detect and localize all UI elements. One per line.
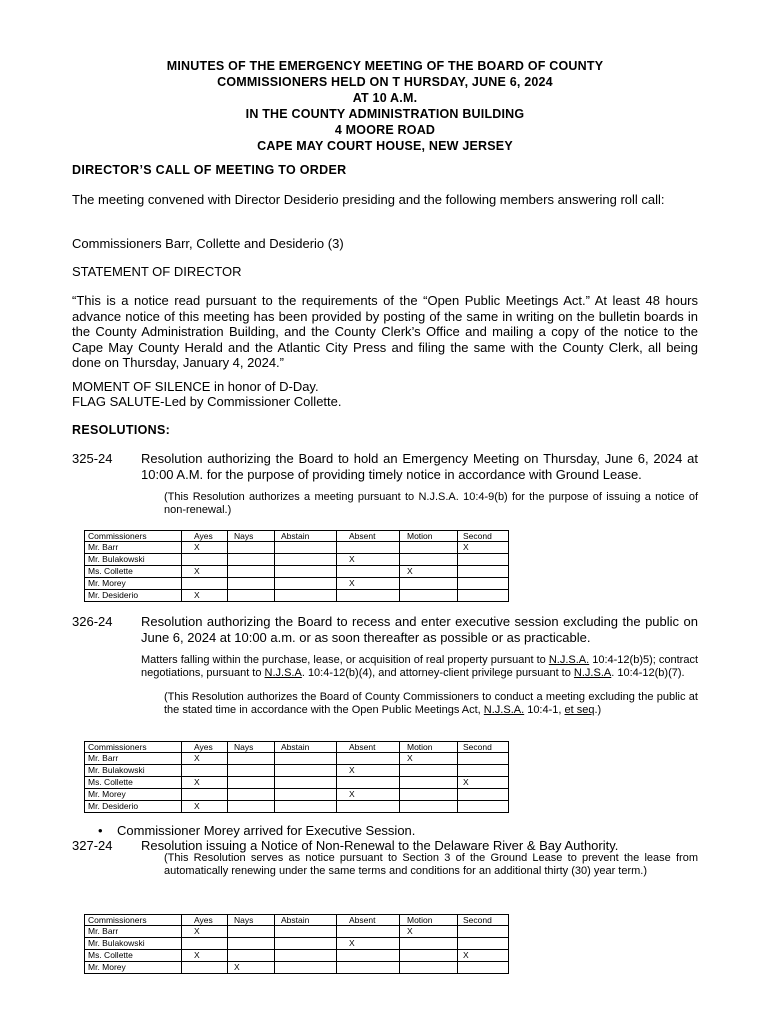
executive-session-matters bbox=[141, 654, 698, 679]
header-cell: Nays bbox=[228, 531, 275, 542]
bullet-text: Commissioner Morey arrived for Executive Session. bbox=[117, 823, 416, 838]
motion-cell: X bbox=[400, 566, 458, 578]
commissioner-name: Ms. Collette bbox=[85, 950, 182, 962]
resolution-note: (This Resolution serves as notice pursuant to Section 3 of the Ground Lease to prevent the lease from automatically renewing under the same terms and conditions for an additional thirty (30) year term.) bbox=[164, 852, 698, 877]
title-line: IN THE COUNTY ADMINISTRATION BUILDING bbox=[245, 107, 525, 121]
title-line: CAPE MAY COURT HOUSE, NEW JERSEY bbox=[257, 139, 513, 153]
abstain-cell bbox=[275, 753, 337, 765]
header-cell: Second bbox=[458, 742, 509, 753]
commissioner-name: Mr. Barr bbox=[85, 542, 182, 554]
absent-cell bbox=[337, 950, 400, 962]
ayes-cell bbox=[182, 962, 228, 974]
et-seq: et seq bbox=[564, 703, 595, 716]
commissioner-name: Mr. Morey bbox=[85, 962, 182, 974]
abstain-cell bbox=[275, 566, 337, 578]
vote-row bbox=[85, 801, 509, 813]
abstain-cell bbox=[275, 962, 337, 974]
njsa-citation: N.J.S.A. bbox=[548, 654, 590, 666]
title-line: 4 MOORE ROAD bbox=[334, 123, 436, 137]
nays-cell bbox=[228, 554, 275, 566]
second-cell bbox=[458, 801, 509, 813]
ayes-cell: X bbox=[182, 777, 228, 789]
absent-cell: X bbox=[337, 789, 400, 801]
njsa-citation: N.J.S.A. bbox=[483, 703, 525, 716]
ayes-cell: X bbox=[182, 753, 228, 765]
header-cell: Nays bbox=[228, 742, 275, 753]
nays-cell bbox=[228, 777, 275, 789]
second-cell bbox=[458, 578, 509, 590]
second-cell bbox=[458, 590, 509, 602]
absent-cell: X bbox=[337, 765, 400, 777]
flag-salute: FLAG SALUTE-Led by Commissioner Collette. bbox=[72, 394, 342, 409]
absent-cell bbox=[337, 590, 400, 602]
header-cell: Nays bbox=[228, 915, 275, 926]
second-cell: X bbox=[458, 777, 509, 789]
absent-cell: X bbox=[337, 554, 400, 566]
nays-cell bbox=[228, 753, 275, 765]
vote-table-header bbox=[85, 531, 509, 542]
header-cell: Second bbox=[458, 915, 509, 926]
motion-cell bbox=[400, 554, 458, 566]
roll-call: Commissioners Barr, Collette and Desiderio (3) bbox=[72, 236, 344, 251]
ayes-cell: X bbox=[182, 566, 228, 578]
header-cell: Commissioners bbox=[85, 742, 182, 753]
ayes-cell: X bbox=[182, 926, 228, 938]
abstain-cell bbox=[275, 777, 337, 789]
absent-cell bbox=[337, 926, 400, 938]
njsa-citation: N.J.S.A bbox=[573, 666, 612, 679]
nays-cell bbox=[228, 566, 275, 578]
vote-row bbox=[85, 578, 509, 590]
header-cell: Second bbox=[458, 531, 509, 542]
absent-cell bbox=[337, 566, 400, 578]
matters-text: 10:4-12(b)5); contract negotiations, pursuant to bbox=[141, 654, 699, 679]
vote-row bbox=[85, 554, 509, 566]
ayes-cell bbox=[182, 765, 228, 777]
note-text: .) bbox=[594, 703, 602, 716]
motion-cell bbox=[400, 777, 458, 789]
commissioner-name: Mr. Barr bbox=[85, 926, 182, 938]
bullet-dot-icon: • bbox=[98, 823, 103, 838]
motion-cell: X bbox=[400, 753, 458, 765]
resolution-note bbox=[164, 691, 698, 716]
header-cell: Ayes bbox=[182, 915, 228, 926]
vote-table bbox=[84, 530, 509, 602]
commissioner-name: Mr. Bulakowski bbox=[85, 938, 182, 950]
title-line: AT 10 A.M. bbox=[352, 91, 418, 105]
motion-cell bbox=[400, 578, 458, 590]
commissioner-name: Mr. Morey bbox=[85, 789, 182, 801]
call-to-order-heading: DIRECTOR’S CALL OF MEETING TO ORDER bbox=[72, 163, 347, 177]
vote-table bbox=[84, 741, 509, 813]
nays-cell bbox=[228, 542, 275, 554]
nays-cell bbox=[228, 578, 275, 590]
abstain-cell bbox=[275, 542, 337, 554]
motion-cell bbox=[400, 789, 458, 801]
ayes-cell: X bbox=[182, 801, 228, 813]
header-cell: Abstain bbox=[275, 531, 337, 542]
commissioner-name: Mr. Desiderio bbox=[85, 801, 182, 813]
note-text: (This Resolution authorizes the Board of County Commissioners to conduct a meeting excluding the public at the stated time in accordance with the Open Public Meetings Act, bbox=[164, 691, 698, 716]
matters-text: . 10:4-12(b)(7). bbox=[611, 666, 685, 679]
abstain-cell bbox=[275, 926, 337, 938]
vote-row bbox=[85, 938, 509, 950]
abstain-cell bbox=[275, 801, 337, 813]
resolution-text: Resolution authorizing the Board to recess and enter executive session excluding the public on June 6, 2024 at 10:00 a.m. or as soon thereafter as possible or as practicable. bbox=[141, 614, 698, 645]
second-cell bbox=[458, 926, 509, 938]
header-cell: Motion bbox=[400, 742, 458, 753]
abstain-cell bbox=[275, 765, 337, 777]
ayes-cell bbox=[182, 789, 228, 801]
resolutions-heading: RESOLUTIONS: bbox=[72, 423, 171, 437]
absent-cell: X bbox=[337, 938, 400, 950]
header-cell: Absent bbox=[337, 915, 400, 926]
absent-cell: X bbox=[337, 578, 400, 590]
header-cell: Absent bbox=[337, 531, 400, 542]
motion-cell bbox=[400, 950, 458, 962]
abstain-cell bbox=[275, 950, 337, 962]
ayes-cell bbox=[182, 554, 228, 566]
nays-cell bbox=[228, 765, 275, 777]
resolution-text: Resolution issuing a Notice of Non-Renewal to the Delaware River & Bay Authority. bbox=[141, 838, 619, 853]
motion-cell bbox=[400, 542, 458, 554]
header-cell: Ayes bbox=[182, 531, 228, 542]
moment-of-silence: MOMENT OF SILENCE in honor of D-Day. bbox=[72, 379, 319, 394]
resolution-text: Resolution authorizing the Board to hold an Emergency Meeting on Thursday, June 6, 2024 at 10:00 A.M. for the purpose of providing timely notice in accordance with Ground Lease. bbox=[141, 451, 698, 482]
vote-row bbox=[85, 789, 509, 801]
document-title bbox=[0, 58, 770, 154]
vote-row bbox=[85, 590, 509, 602]
header-cell: Commissioners bbox=[85, 915, 182, 926]
header-cell: Commissioners bbox=[85, 531, 182, 542]
ayes-cell: X bbox=[182, 542, 228, 554]
motion-cell: X bbox=[400, 926, 458, 938]
commissioner-name: Ms. Collette bbox=[85, 566, 182, 578]
second-cell bbox=[458, 566, 509, 578]
absent-cell bbox=[337, 801, 400, 813]
commissioner-name: Mr. Morey bbox=[85, 578, 182, 590]
nays-cell bbox=[228, 590, 275, 602]
resolution-number: 325-24 bbox=[72, 451, 113, 466]
ayes-cell: X bbox=[182, 950, 228, 962]
motion-cell bbox=[400, 938, 458, 950]
vote-table-header bbox=[85, 915, 509, 926]
absent-cell bbox=[337, 542, 400, 554]
title-line: MINUTES OF THE EMERGENCY MEETING OF THE BOARD OF COUNTY bbox=[166, 59, 604, 73]
abstain-cell bbox=[275, 590, 337, 602]
njsa-citation: N.J.S.A bbox=[264, 666, 302, 679]
motion-cell bbox=[400, 765, 458, 777]
header-cell: Abstain bbox=[275, 742, 337, 753]
absent-cell bbox=[337, 753, 400, 765]
abstain-cell bbox=[275, 578, 337, 590]
commissioner-name: Ms. Collette bbox=[85, 777, 182, 789]
nays-cell bbox=[228, 938, 275, 950]
abstain-cell bbox=[275, 554, 337, 566]
note-text: 10:4-1, bbox=[524, 703, 565, 716]
second-cell bbox=[458, 789, 509, 801]
vote-table bbox=[84, 914, 509, 974]
second-cell: X bbox=[458, 542, 509, 554]
resolution-number: 327-24 bbox=[72, 838, 113, 853]
matters-text: Matters falling within the purchase, lease, or acquisition of real property pursuant to bbox=[141, 654, 549, 666]
header-cell: Absent bbox=[337, 742, 400, 753]
header-cell: Ayes bbox=[182, 742, 228, 753]
header-cell: Motion bbox=[400, 915, 458, 926]
ayes-cell bbox=[182, 578, 228, 590]
bullet-item bbox=[98, 823, 415, 838]
vote-row bbox=[85, 926, 509, 938]
abstain-cell bbox=[275, 789, 337, 801]
nays-cell bbox=[228, 789, 275, 801]
absent-cell bbox=[337, 962, 400, 974]
vote-row bbox=[85, 753, 509, 765]
commissioner-name: Mr. Bulakowski bbox=[85, 765, 182, 777]
vote-row bbox=[85, 765, 509, 777]
nays-cell bbox=[228, 801, 275, 813]
vote-row bbox=[85, 777, 509, 789]
ayes-cell: X bbox=[182, 590, 228, 602]
statement-heading: STATEMENT OF DIRECTOR bbox=[72, 264, 242, 279]
header-cell: Abstain bbox=[275, 915, 337, 926]
motion-cell bbox=[400, 590, 458, 602]
motion-cell bbox=[400, 962, 458, 974]
second-cell bbox=[458, 938, 509, 950]
vote-row bbox=[85, 950, 509, 962]
nays-cell bbox=[228, 950, 275, 962]
resolution-number: 326-24 bbox=[72, 614, 113, 629]
abstain-cell bbox=[275, 938, 337, 950]
vote-row bbox=[85, 542, 509, 554]
second-cell bbox=[458, 753, 509, 765]
nays-cell bbox=[228, 926, 275, 938]
vote-table-header bbox=[85, 742, 509, 753]
second-cell bbox=[458, 554, 509, 566]
second-cell: X bbox=[458, 950, 509, 962]
second-cell bbox=[458, 962, 509, 974]
nays-cell: X bbox=[228, 962, 275, 974]
header-cell: Motion bbox=[400, 531, 458, 542]
commissioner-name: Mr. Barr bbox=[85, 753, 182, 765]
commissioner-name: Mr. Desiderio bbox=[85, 590, 182, 602]
statement-paragraph: “This is a notice read pursuant to the requirements of the “Open Public Meetings Act.” At least 48 hours advance notice of this meeting has been provided by posting of the same in writing on the bulletin boards in the County Administration Building, and the County Clerk’s Office and mailing a copy of the notice to the Cape May County Herald and the Atlantic City Press and filing the same with the County Clerk, all being done on Thursday, January 4, 2024.” bbox=[72, 293, 698, 371]
title-line: COMMISSIONERS HELD ON T HURSDAY, JUNE 6, 2024 bbox=[217, 75, 553, 89]
motion-cell bbox=[400, 801, 458, 813]
vote-row bbox=[85, 566, 509, 578]
matters-text: . 10:4-12(b)(4), and attorney-client privilege pursuant to bbox=[301, 666, 574, 679]
convened-paragraph: The meeting convened with Director Desiderio presiding and the following members answering roll call: bbox=[72, 192, 665, 207]
resolution-note: (This Resolution authorizes a meeting pursuant to N.J.S.A. 10:4-9(b) for the purpose of issuing a notice of non-renewal.) bbox=[164, 491, 698, 516]
vote-row bbox=[85, 962, 509, 974]
commissioner-name: Mr. Bulakowski bbox=[85, 554, 182, 566]
second-cell bbox=[458, 765, 509, 777]
ayes-cell bbox=[182, 938, 228, 950]
absent-cell bbox=[337, 777, 400, 789]
